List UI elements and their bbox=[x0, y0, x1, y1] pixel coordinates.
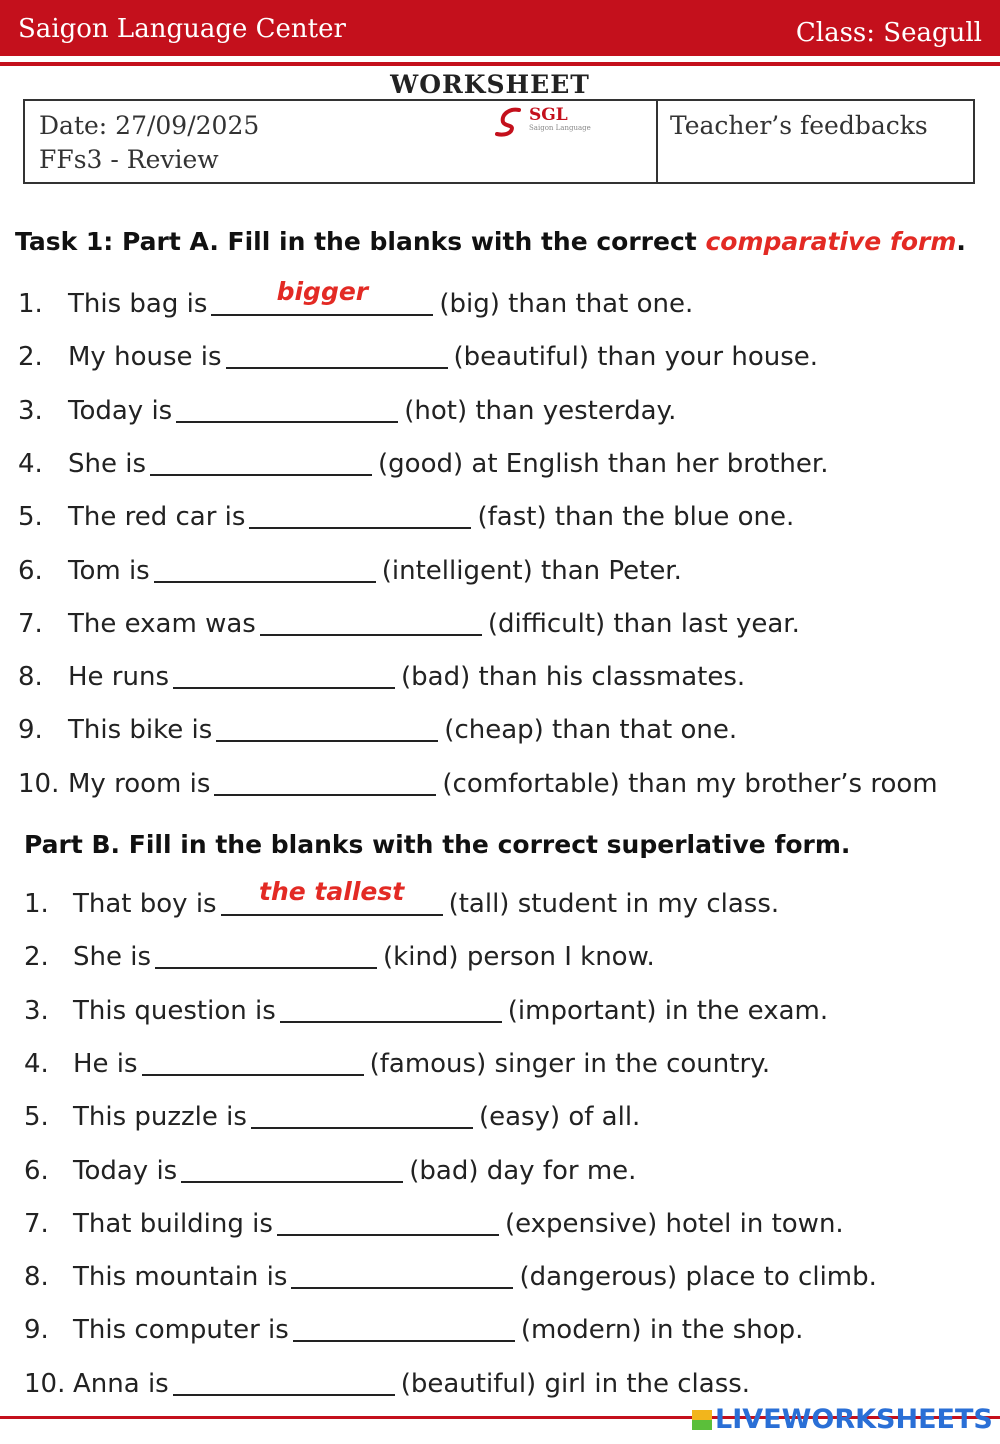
item-number: 8. bbox=[18, 662, 43, 693]
sentence-start: He is bbox=[73, 1048, 138, 1079]
answer-blank[interactable] bbox=[251, 1101, 473, 1129]
sentence-end: (tall) student in my class. bbox=[448, 889, 780, 919]
class-label: Class: Seagull bbox=[795, 18, 982, 48]
item-sentence bbox=[68, 713, 737, 747]
sentence-end: (easy) of all. bbox=[478, 1102, 641, 1133]
answer-blank[interactable] bbox=[226, 341, 448, 369]
item-sentence bbox=[73, 1154, 636, 1188]
item-number: 3. bbox=[24, 995, 49, 1026]
sentence-start: Tom is bbox=[68, 555, 150, 586]
exercise-item bbox=[24, 1207, 1000, 1241]
exercise-item bbox=[18, 660, 1000, 694]
answer-blank[interactable] bbox=[211, 277, 433, 316]
answer-blank[interactable] bbox=[142, 1048, 364, 1076]
sentence-start: He runs bbox=[68, 662, 170, 693]
sentence-start: This question is bbox=[73, 995, 276, 1026]
liveworksheets-watermark bbox=[692, 1404, 993, 1435]
item-number: 4. bbox=[24, 1048, 49, 1079]
item-sentence bbox=[68, 447, 828, 481]
answer-blank[interactable] bbox=[291, 1261, 513, 1289]
item-number: 6. bbox=[24, 1155, 49, 1186]
sentence-end: (bad) day for me. bbox=[409, 1155, 637, 1186]
item-number: 8. bbox=[24, 1262, 49, 1293]
answer-blank[interactable] bbox=[154, 555, 376, 583]
task1-title-prefix: Task 1: Part A. Fill in the blanks with the correct bbox=[15, 227, 706, 256]
sentence-start: My house is bbox=[68, 342, 222, 373]
logo-brand: SGL bbox=[529, 105, 568, 125]
task1-title bbox=[15, 227, 966, 256]
item-sentence bbox=[68, 660, 745, 694]
item-sentence bbox=[73, 877, 780, 921]
item-number: 7. bbox=[24, 1208, 49, 1239]
item-number: 5. bbox=[18, 502, 43, 533]
sentence-start: This computer is bbox=[73, 1315, 289, 1346]
sentence-end: (modern) in the shop. bbox=[520, 1315, 804, 1346]
exercise-item bbox=[24, 1047, 1000, 1081]
answer-blank[interactable] bbox=[214, 768, 436, 796]
exercise-item bbox=[24, 1367, 1000, 1401]
item-number: 1. bbox=[18, 289, 43, 319]
exercise-item bbox=[24, 1313, 1000, 1347]
answer-blank[interactable] bbox=[173, 1368, 395, 1396]
sentence-end: (hot) than yesterday. bbox=[404, 395, 677, 426]
item-sentence bbox=[73, 1047, 770, 1081]
exercise-item bbox=[18, 767, 1000, 801]
teacher-feedback-label: Teacher’s feedbacks bbox=[670, 111, 928, 140]
liveworksheets-logo-icon bbox=[692, 1410, 712, 1430]
center-name: Saigon Language Center bbox=[18, 14, 346, 44]
sentence-end: (beautiful) girl in the class. bbox=[400, 1368, 751, 1399]
answer-blank[interactable] bbox=[280, 995, 502, 1023]
logo-subtitle: Saigon Language bbox=[529, 124, 591, 132]
answer-text: bigger bbox=[276, 277, 369, 306]
exercise-item bbox=[18, 394, 1000, 428]
item-sentence bbox=[73, 1207, 844, 1241]
item-number: 5. bbox=[24, 1102, 49, 1133]
item-sentence bbox=[68, 767, 938, 801]
item-sentence bbox=[73, 1100, 640, 1134]
exercise-item bbox=[18, 277, 1000, 321]
answer-blank[interactable] bbox=[155, 941, 377, 969]
answer-blank[interactable] bbox=[260, 608, 482, 636]
item-sentence bbox=[68, 607, 800, 641]
task1-title-highlight: comparative form bbox=[705, 227, 957, 256]
exercise-item bbox=[24, 940, 1000, 974]
info-divider bbox=[656, 101, 658, 182]
exercise-item bbox=[24, 1100, 1000, 1134]
item-sentence bbox=[68, 394, 676, 428]
item-number: 10. bbox=[24, 1368, 66, 1399]
answer-blank[interactable] bbox=[216, 714, 438, 742]
item-number: 10. bbox=[18, 768, 60, 799]
exercise-item bbox=[24, 1260, 1000, 1294]
exercise-item bbox=[24, 877, 1000, 921]
item-number: 2. bbox=[24, 942, 49, 973]
sentence-start: My room is bbox=[68, 768, 211, 799]
sentence-start: The exam was bbox=[68, 608, 256, 639]
item-sentence bbox=[73, 1260, 877, 1294]
exercise-item bbox=[18, 340, 1000, 374]
item-sentence bbox=[73, 1313, 803, 1347]
header-divider bbox=[0, 62, 1000, 66]
exercise-item bbox=[18, 554, 1000, 588]
item-sentence bbox=[68, 500, 794, 534]
sgl-swoosh-icon bbox=[495, 107, 527, 137]
item-number: 9. bbox=[24, 1315, 49, 1346]
sentence-end: (beautiful) than your house. bbox=[453, 342, 819, 373]
sentence-end: (fast) than the blue one. bbox=[477, 502, 795, 533]
info-box bbox=[23, 99, 975, 184]
sentence-start: That boy is bbox=[73, 889, 217, 919]
answer-blank[interactable] bbox=[221, 877, 443, 916]
sentence-end: (comfortable) than my brother’s room bbox=[442, 768, 938, 799]
item-sentence bbox=[68, 340, 818, 374]
sentence-start: That building is bbox=[73, 1208, 273, 1239]
sentence-start: She is bbox=[68, 448, 147, 479]
answer-blank[interactable] bbox=[249, 501, 471, 529]
watermark-text: LIVEWORKSHEETS bbox=[715, 1404, 993, 1435]
item-number: 1. bbox=[24, 889, 49, 919]
item-sentence bbox=[73, 940, 655, 974]
exercise-item bbox=[18, 607, 1000, 641]
sentence-end: (big) than that one. bbox=[439, 289, 694, 319]
answer-blank[interactable] bbox=[173, 661, 395, 689]
sentence-end: (kind) person I know. bbox=[383, 942, 655, 973]
answer-blank[interactable] bbox=[277, 1208, 499, 1236]
item-number: 7. bbox=[18, 608, 43, 639]
sentence-end: (famous) singer in the country. bbox=[369, 1048, 771, 1079]
exercise-item bbox=[24, 994, 1000, 1028]
sentence-start: Anna is bbox=[73, 1368, 169, 1399]
sgl-logo bbox=[495, 107, 591, 137]
exercise-item bbox=[24, 1154, 1000, 1188]
item-sentence bbox=[73, 1367, 750, 1401]
sentence-end: (expensive) hotel in town. bbox=[504, 1208, 844, 1239]
answer-text: the tallest bbox=[259, 877, 405, 906]
lesson-text: FFs3 - Review bbox=[39, 145, 219, 174]
sentence-end: (dangerous) place to climb. bbox=[519, 1262, 877, 1293]
answer-blank[interactable] bbox=[150, 448, 372, 476]
sentence-start: The red car is bbox=[68, 502, 246, 533]
sentence-start: This bike is bbox=[68, 715, 213, 746]
sentence-start: Today is bbox=[73, 1155, 178, 1186]
sentence-start: This bag is bbox=[68, 289, 208, 319]
sentence-start: This mountain is bbox=[73, 1262, 288, 1293]
item-sentence bbox=[73, 994, 828, 1028]
answer-blank[interactable] bbox=[176, 395, 398, 423]
item-number: 3. bbox=[18, 395, 43, 426]
sentence-end: (difficult) than last year. bbox=[487, 608, 800, 639]
date-text: Date: 27/09/2025 bbox=[39, 111, 260, 140]
exercise-item bbox=[18, 500, 1000, 534]
sentence-end: (good) at English than her brother. bbox=[378, 448, 829, 479]
task1-title-suffix: . bbox=[956, 227, 966, 256]
item-number: 6. bbox=[18, 555, 43, 586]
item-number: 2. bbox=[18, 342, 43, 373]
exercise-item bbox=[18, 447, 1000, 481]
sentence-end: (intelligent) than Peter. bbox=[381, 555, 682, 586]
item-sentence bbox=[68, 277, 694, 321]
item-number: 9. bbox=[18, 715, 43, 746]
partb-title: Part B. Fill in the blanks with the correct superlative form. bbox=[24, 830, 851, 859]
item-sentence bbox=[68, 554, 682, 588]
exercise-item bbox=[18, 713, 1000, 747]
sentence-start: This puzzle is bbox=[73, 1102, 247, 1133]
item-number: 4. bbox=[18, 448, 43, 479]
sentence-start: Today is bbox=[68, 395, 173, 426]
answer-blank[interactable] bbox=[293, 1314, 515, 1342]
worksheet-title: WORKSHEET bbox=[390, 70, 590, 99]
header-bar bbox=[0, 0, 1000, 56]
sentence-end: (cheap) than that one. bbox=[444, 715, 738, 746]
sentence-end: (important) in the exam. bbox=[507, 995, 829, 1026]
sentence-end: (bad) than his classmates. bbox=[401, 662, 746, 693]
answer-blank[interactable] bbox=[181, 1155, 403, 1183]
sentence-start: She is bbox=[73, 942, 152, 973]
